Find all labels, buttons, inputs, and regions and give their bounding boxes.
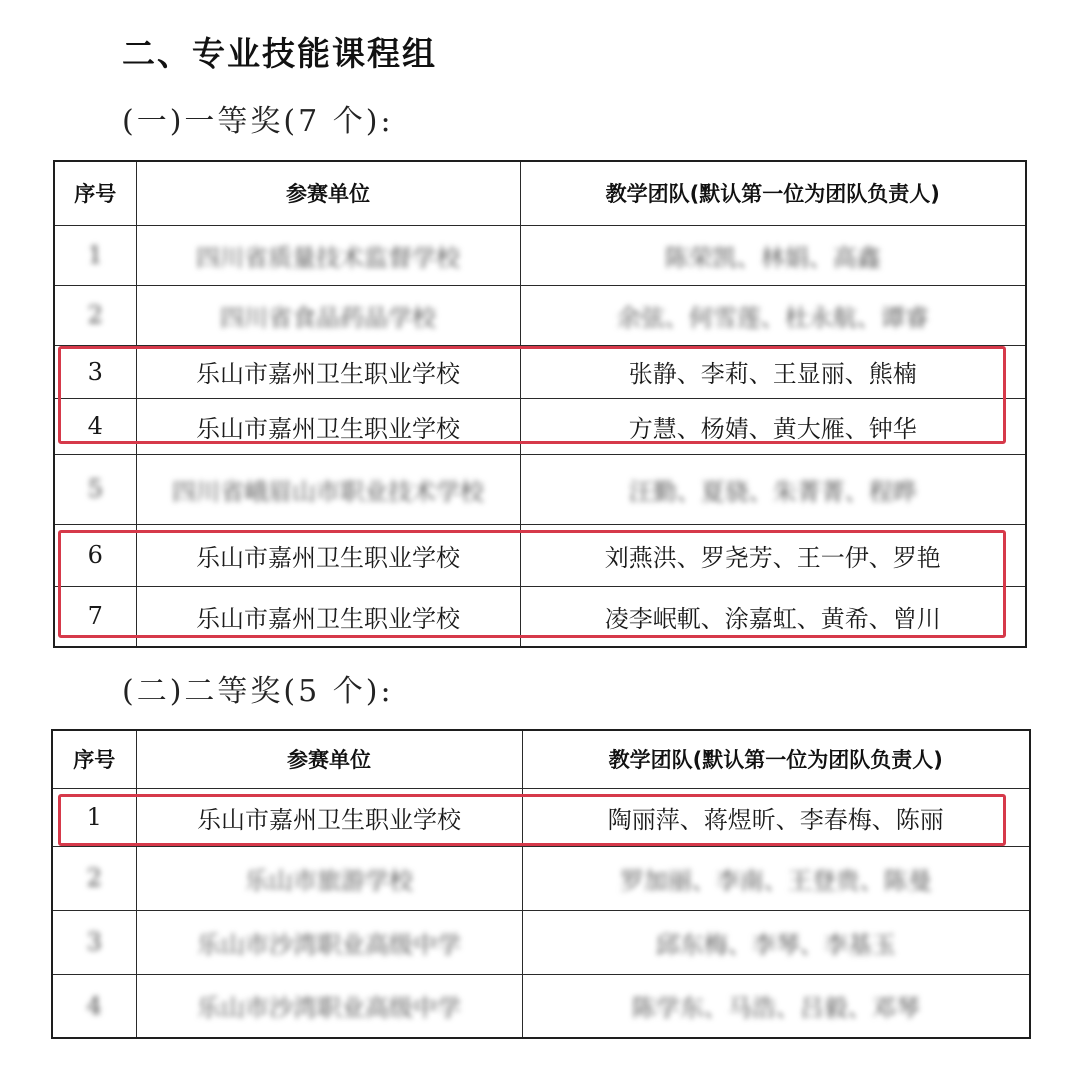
cell-seq: 7: [54, 586, 136, 647]
cell-unit: 四川省质量技术监督学校: [136, 225, 520, 285]
table-row: [52, 910, 1030, 974]
header-seq: 序号: [52, 730, 136, 788]
table-row: [52, 788, 1030, 846]
cell-team: 余弦、何雪莲、杜永航、谭睿: [520, 285, 1026, 345]
header-unit: 参赛单位: [136, 161, 520, 225]
cell-team: 陈荣凯、林娟、高鑫: [520, 225, 1026, 285]
table-row: [54, 586, 1026, 647]
table-header-row: [54, 161, 1026, 225]
first-prize-title: (一)一等奖(7 个):: [122, 104, 394, 139]
cell-seq: 2: [54, 285, 136, 345]
second-prize-title: (二)二等奖(5 个):: [122, 674, 394, 709]
table-row: [54, 454, 1026, 524]
cell-unit: 四川省峨眉山市职业技术学校: [136, 454, 520, 524]
cell-unit: 乐山市嘉州卫生职业学校: [136, 398, 520, 454]
cell-unit: 乐山市沙湾职业高级中学: [136, 974, 522, 1038]
table-row: [54, 524, 1026, 586]
table-row: [54, 398, 1026, 454]
cell-team: 张静、李莉、王显丽、熊楠: [520, 345, 1026, 398]
first-prize-table: [53, 160, 1027, 648]
cell-team: 罗加丽、李南、王登贵、陈曼: [522, 846, 1030, 910]
table-row: [52, 974, 1030, 1038]
cell-seq: 2: [52, 846, 136, 910]
cell-team: 刘燕洪、罗尧芳、王一伊、罗艳: [520, 524, 1026, 586]
table-header-row: [52, 730, 1030, 788]
table-row: [52, 846, 1030, 910]
cell-team: 凌李岷軏、涂嘉虹、黄希、曾川: [520, 586, 1026, 647]
cell-seq: 4: [52, 974, 136, 1038]
cell-seq: 6: [54, 524, 136, 586]
cell-team: 陈学东、马浩、吕毅、邓琴: [522, 974, 1030, 1038]
cell-seq: 4: [54, 398, 136, 454]
table-row: [54, 225, 1026, 285]
cell-unit: 乐山市嘉州卫生职业学校: [136, 524, 520, 586]
cell-seq: 1: [54, 225, 136, 285]
cell-unit: 乐山市嘉州卫生职业学校: [136, 788, 522, 846]
cell-unit: 乐山市沙湾职业高级中学: [136, 910, 522, 974]
header-team: 教学团队(默认第一位为团队负责人): [520, 161, 1026, 225]
second-prize-table: [51, 729, 1031, 1039]
section-title: 二、专业技能课程组: [122, 34, 437, 73]
table-row: [54, 285, 1026, 345]
cell-team: 邱东梅、李琴、李基玉: [522, 910, 1030, 974]
cell-seq: 3: [52, 910, 136, 974]
cell-team: 汪勤、夏骁、朱菁菁、程晔: [520, 454, 1026, 524]
cell-seq: 3: [54, 345, 136, 398]
cell-team: 陶丽萍、蒋煜昕、李春梅、陈丽: [522, 788, 1030, 846]
table-row: [54, 345, 1026, 398]
cell-seq: 1: [52, 788, 136, 846]
header-team: 教学团队(默认第一位为团队负责人): [522, 730, 1030, 788]
cell-unit: 四川省食品药品学校: [136, 285, 520, 345]
header-seq: 序号: [54, 161, 136, 225]
cell-seq: 5: [54, 454, 136, 524]
header-unit: 参赛单位: [136, 730, 522, 788]
cell-unit: 乐山市嘉州卫生职业学校: [136, 345, 520, 398]
cell-team: 方慧、杨婧、黄大雁、钟华: [520, 398, 1026, 454]
cell-unit: 乐山市嘉州卫生职业学校: [136, 586, 520, 647]
cell-unit: 乐山市旅游学校: [136, 846, 522, 910]
